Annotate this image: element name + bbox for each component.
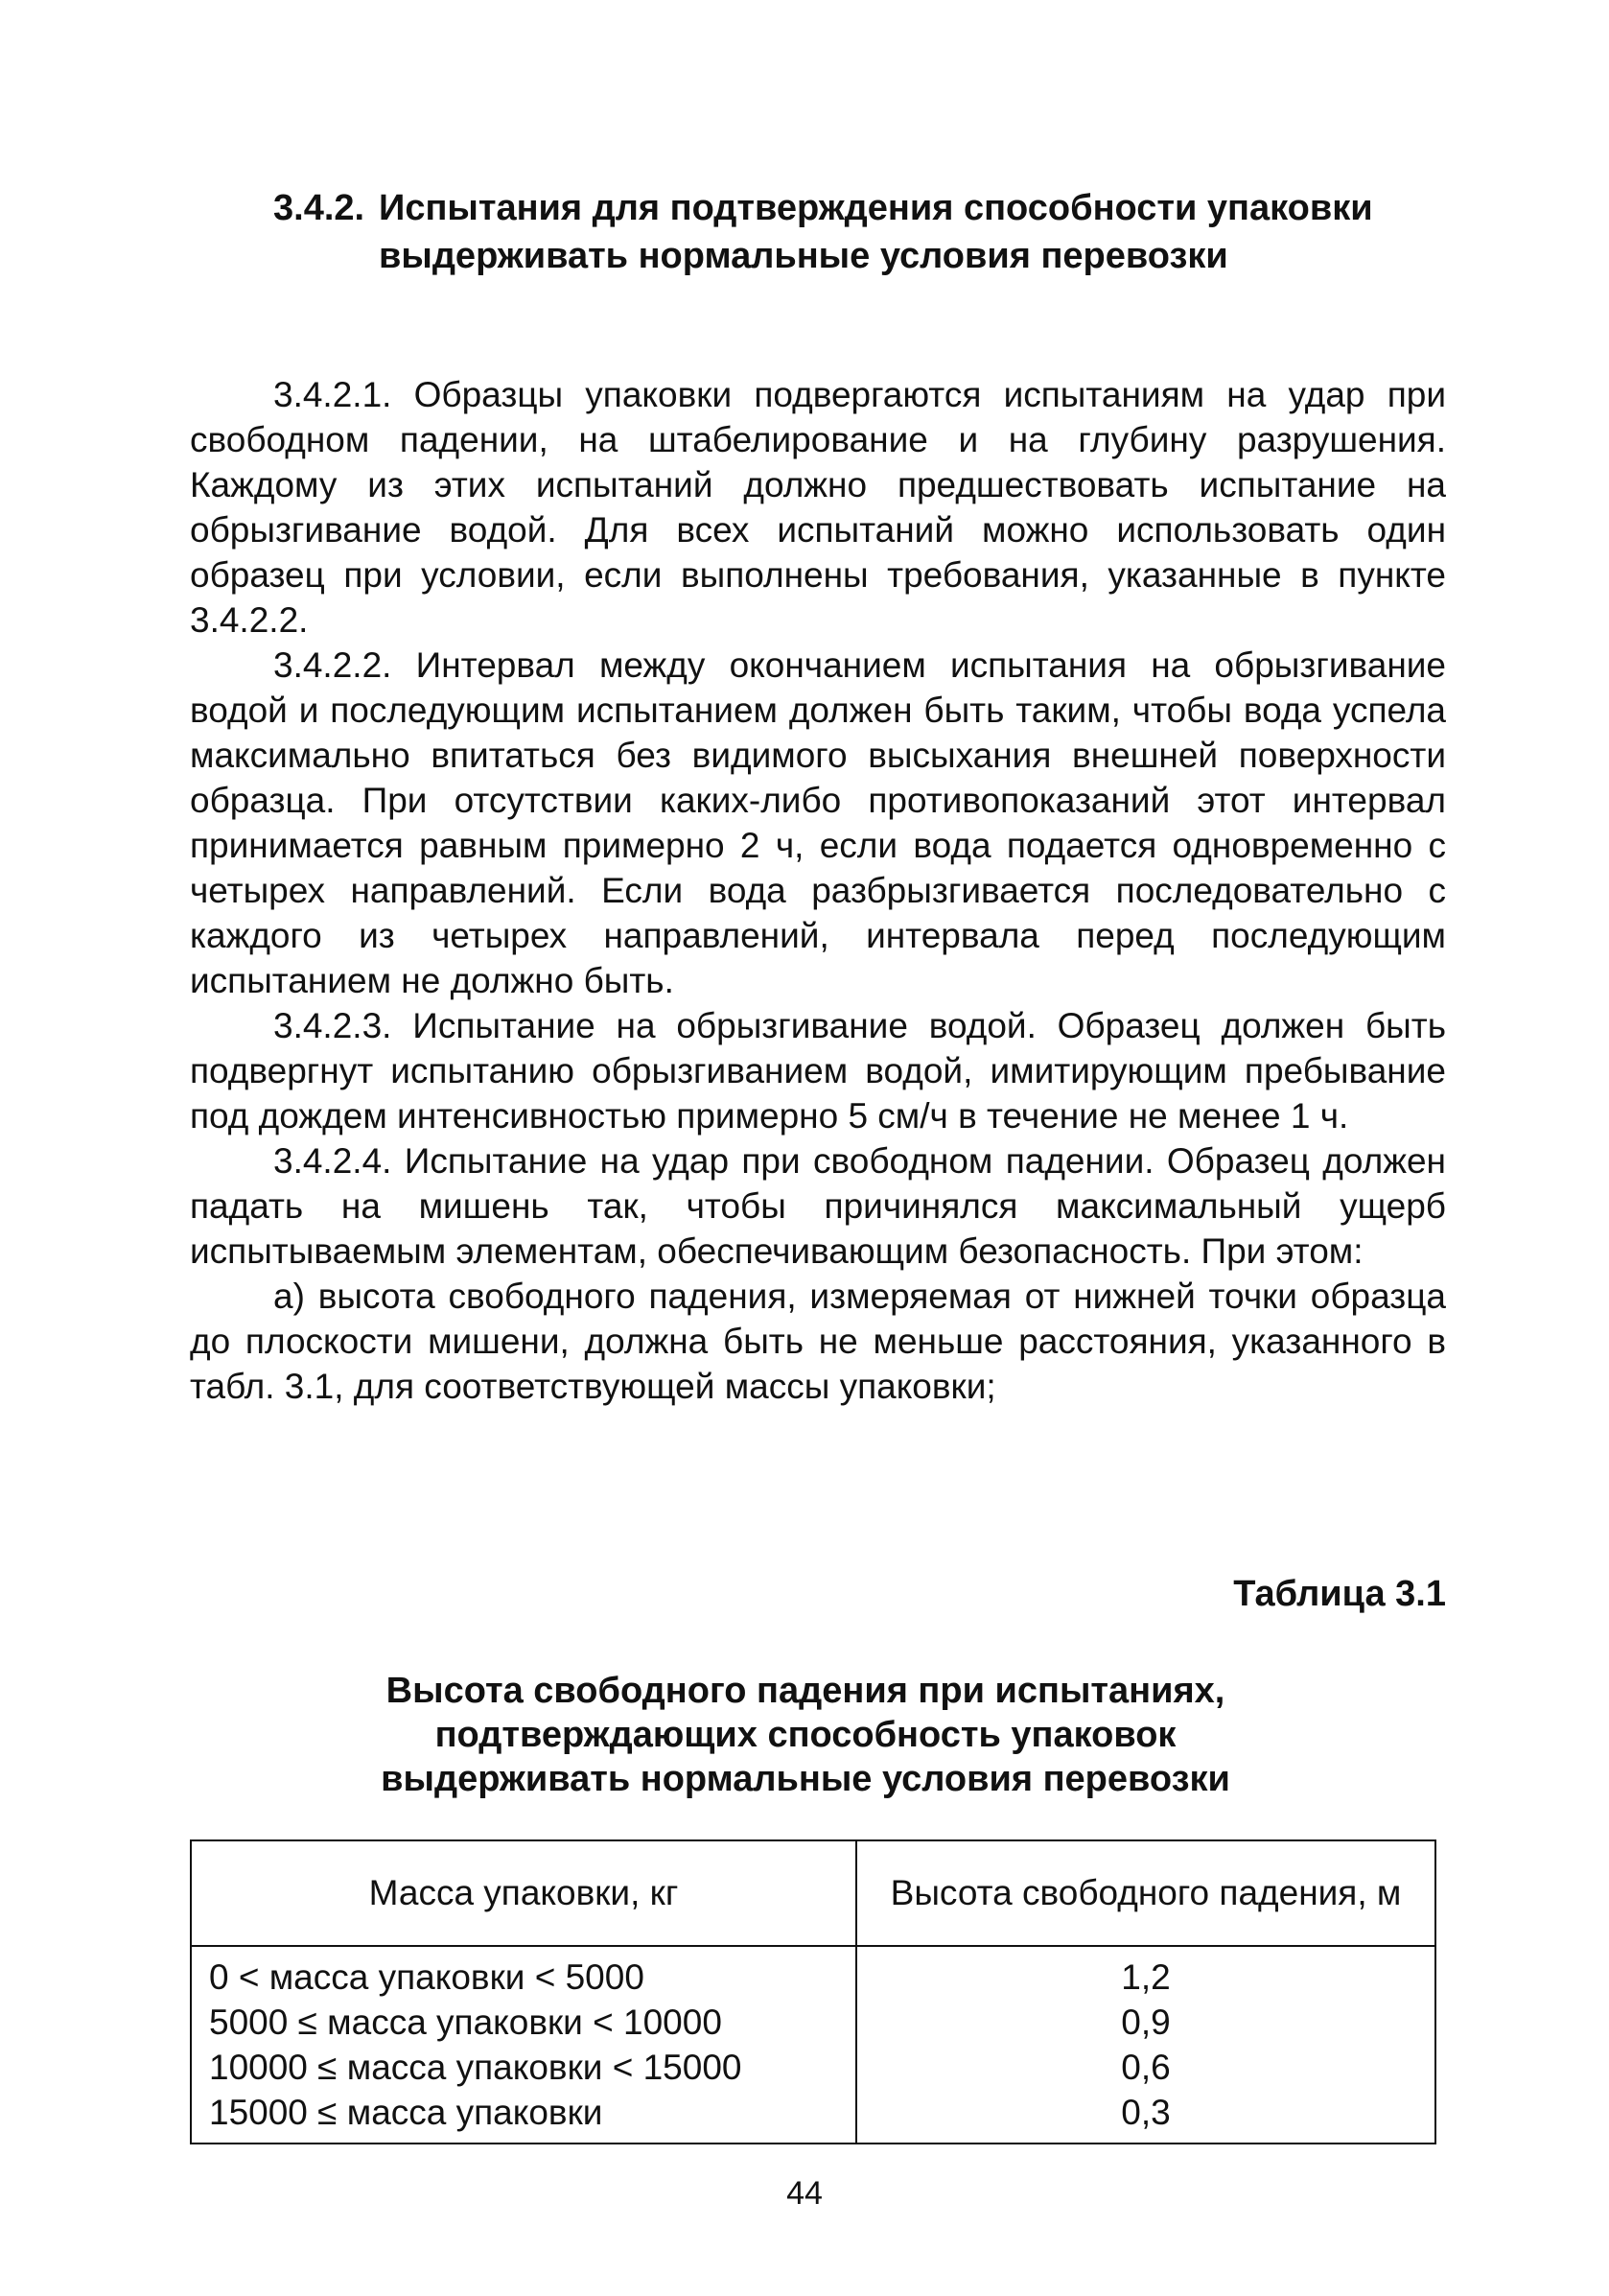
cell-height: 1,2 bbox=[856, 1946, 1435, 2000]
table-row bbox=[191, 2000, 1435, 2045]
paragraph-item-a: а) высота свободного падения, измеряемая от нижней точки образца до плоскости мишени, должна быть не меньше расстояния, указанного в табл. 3.1, для соответствующей массы упаковки; bbox=[190, 1277, 1446, 1406]
paragraph-3-4-2-1: 3.4.2.1. Образцы упаковки подвергаются испытаниям на удар при свободном падении, на штабелирование и на глубину разрушения. Каждому из этих испытаний должно предшествовать испытание на обрызгивание водой. Для всех испытаний можно использовать один образец при условии, если выполнены требования, указанные в пункте 3.4.2.2. bbox=[190, 375, 1446, 640]
section-number: 3.4.2. bbox=[273, 188, 365, 228]
drop-height-table bbox=[190, 1839, 1436, 2144]
table-label: Таблица 3.1 bbox=[1233, 1574, 1446, 1614]
cell-mass: 15000 ≤ масса упаковки bbox=[191, 2090, 856, 2144]
cell-height: 0,9 bbox=[856, 2000, 1435, 2045]
table-title-line: выдерживать нормальные условия перевозки bbox=[381, 1759, 1230, 1799]
cell-height: 0,6 bbox=[856, 2045, 1435, 2090]
body-text bbox=[190, 372, 1446, 1409]
paragraph-3-4-2-4: 3.4.2.4. Испытание на удар при свободном падении. Образец должен падать на мишень так, чтобы причинялся максимальный ущерб испытываемым элементам, обеспечивающим безопасность. При этом: bbox=[190, 1141, 1446, 1271]
table-header-row bbox=[191, 1840, 1435, 1946]
table-row bbox=[191, 1946, 1435, 2000]
page-number: 44 bbox=[786, 2175, 823, 2212]
paragraph-3-4-2-3: 3.4.2.3. Испытание на обрызгивание водой. Образец должен быть подвергнут испытанию обрызгиванием водой, имитирующим пребывание под дождем интенсивностью примерно 5 см/ч в течение не менее 1 ч. bbox=[190, 1006, 1446, 1136]
cell-mass: 0 < масса упаковки < 5000 bbox=[191, 1946, 856, 2000]
paragraph-3-4-2-2: 3.4.2.2. Интервал между окончанием испытания на обрызгивание водой и последующим испытанием должен быть таким, чтобы вода успела максимально впитаться без видимого высыхания внешней поверхности образца. При отсутствии каких-либо противопоказаний этот интервал принимается равным примерно 2 ч, если вода подается одновременно с четырех направлений. Если вода разбрызгивается последовательно с каждого из четырех направлений, интервала перед последующим испытанием не должно быть. bbox=[190, 645, 1446, 1000]
section-title: Испытания для подтверждения способности упаковки выдерживать нормальные условия перевозки bbox=[379, 188, 1373, 276]
table-title bbox=[288, 1669, 1323, 1801]
table-row bbox=[191, 2090, 1435, 2144]
table-row bbox=[191, 2045, 1435, 2090]
cell-height: 0,3 bbox=[856, 2090, 1435, 2144]
table-title-line: подтверждающих способность упаковок bbox=[434, 1715, 1177, 1755]
cell-mass: 5000 ≤ масса упаковки < 10000 bbox=[191, 2000, 856, 2045]
table-title-line: Высота свободного падения при испытаниях, bbox=[385, 1671, 1225, 1711]
cell-mass: 10000 ≤ масса упаковки < 15000 bbox=[191, 2045, 856, 2090]
section-heading bbox=[273, 184, 1376, 280]
header-drop-height: Высота свободного падения, м bbox=[856, 1840, 1435, 1946]
header-mass: Масса упаковки, кг bbox=[191, 1840, 856, 1946]
